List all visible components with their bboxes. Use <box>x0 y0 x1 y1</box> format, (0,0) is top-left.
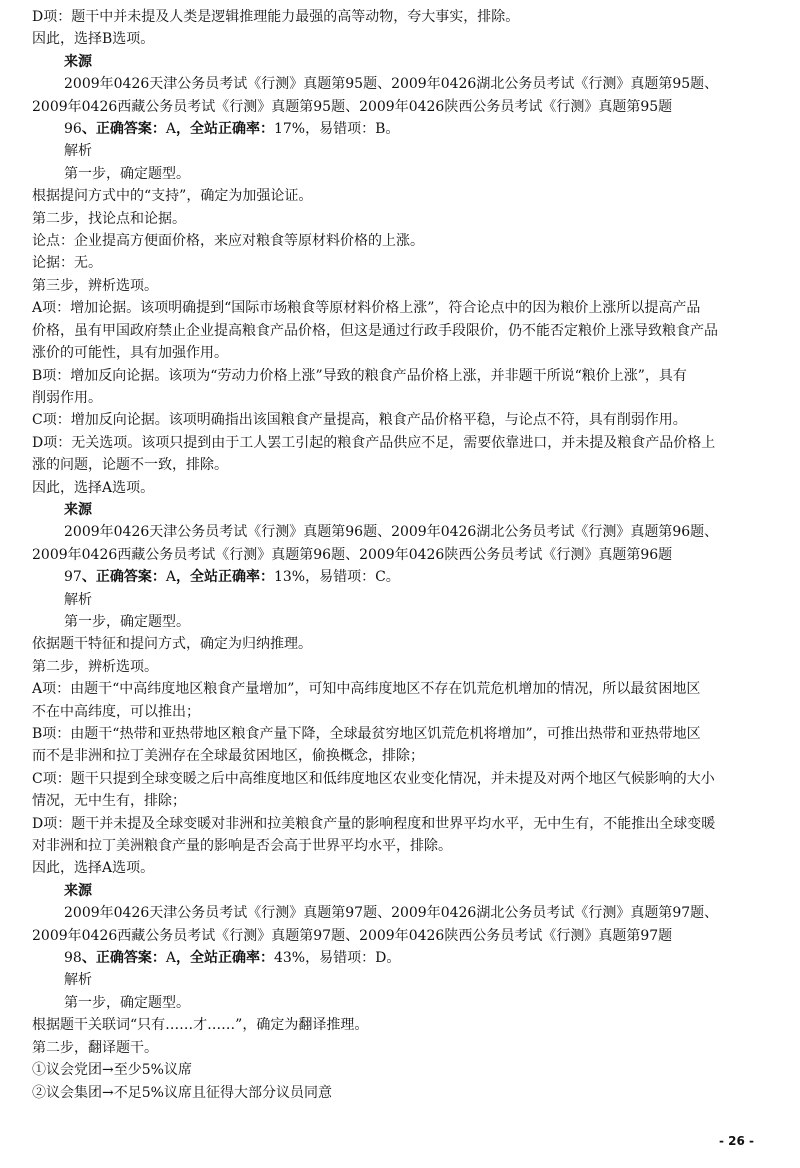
accuracy-value: 17% <box>273 121 306 138</box>
source-heading: 来源 <box>64 53 92 70</box>
text-line: D项：题干并未提及全球变暖对非洲和拉美粮食产量的影响程度和世界平均水平，无中生有，不能推出全球变暖 <box>32 815 716 832</box>
text-line: 对非洲和拉丁美洲粮食产量的影响是否会高于世界平均水平，排除。 <box>32 838 452 855</box>
document-body <box>32 6 782 1104</box>
indented-line: 第一步，确定题型。 <box>64 613 190 630</box>
text-line: D项：题干中并未提及人类是逻辑推理能力最强的高等动物，夸大事实，排除。 <box>32 9 520 25</box>
question-number: 98 <box>64 950 82 967</box>
text-line: B项：增加反向论据。该项为“劳动力价格上涨”导致的粮食产品价格上涨，并非题干所说“粮价上涨”，具有 <box>32 367 687 384</box>
text-line: 依据题干特征和提问方式，确定为归纳推理。 <box>32 636 312 653</box>
text-line: 削弱作用。 <box>32 389 102 406</box>
text-line: ②议会集团→不足5%议席且征得大部分议员同意 <box>32 1084 332 1101</box>
end-punct: 。 <box>385 121 400 138</box>
question-number: 97 <box>64 569 82 586</box>
text-line: C项：题干只提到全球变暖之后中高维度地区和低纬度地区农业变化情况，并未提及对两个地区气候影响的大小 <box>32 770 715 787</box>
indented-line: 第一步，确定题型。 <box>64 165 190 182</box>
accuracy-label: ，全站正确率： <box>175 121 274 138</box>
accuracy-label: ，全站正确率： <box>175 569 274 586</box>
indented-line: 2009年0426天津公务员考试《行测》真题第95题、2009年0426湖北公务员考试《行测》真题第95题、 <box>64 76 719 93</box>
text-line: 因此，选择B选项。 <box>32 31 155 48</box>
text-line: 因此，选择A选项。 <box>32 479 155 496</box>
question-answer-line <box>32 118 782 140</box>
source-heading: 来源 <box>64 501 92 518</box>
accuracy-value: 43% <box>273 950 306 967</box>
text-line: 根据提问方式中的“支持”，确定为加强论证。 <box>32 188 313 205</box>
error-label: ，易错项： <box>305 569 376 586</box>
indented-line: 解析 <box>64 972 92 989</box>
text-line: 2009年0426西藏公务员考试《行测》真题第97题、2009年0426陕西公务员考试《行测》真题第97题 <box>32 927 673 944</box>
error-value: B <box>375 121 386 138</box>
indented-line: 解析 <box>64 591 92 608</box>
accuracy-value: 13% <box>273 569 306 586</box>
text-line: 第二步，翻译题干。 <box>32 1039 158 1056</box>
answer-label: 、正确答案： <box>81 569 166 586</box>
text-line: 论点：企业提高方便面价格，来应对粮食等原材料价格的上涨。 <box>32 233 424 250</box>
text-line: 因此，选择A选项。 <box>32 860 155 877</box>
text-line: 涨的问题，论题不一致，排除。 <box>32 457 228 474</box>
indented-line: 2009年0426天津公务员考试《行测》真题第97题、2009年0426湖北公务员考试《行测》真题第97题、 <box>64 905 719 922</box>
error-label: ，易错项： <box>305 950 376 967</box>
text-line: 第二步，辨析选项。 <box>32 658 158 675</box>
indented-line: 2009年0426天津公务员考试《行测》真题第96题、2009年0426湖北公务员考试《行测》真题第96题、 <box>64 524 719 541</box>
text-line: A项：增加论据。该项明确提到“国际市场粮食等原材料价格上涨”，符合论点中的因为粮价上涨所以提高产品 <box>32 300 701 317</box>
answer-value: A <box>165 569 176 586</box>
question-answer-line <box>32 947 782 969</box>
question-number: 96 <box>64 121 82 138</box>
text-line: B项：由题干“热带和亚热带地区粮食产量下降，全球最贫穷地区饥荒危机将增加”，可推出热带和亚热带地区 <box>32 726 701 742</box>
text-line: 2009年0426西藏公务员考试《行测》真题第95题、2009年0426陕西公务员考试《行测》真题第95题 <box>32 98 673 115</box>
text-line: D项：无关选项。该项只提到由于工人罢工引起的粮食产品供应不足，需要依靠进口，并未提及粮食产品价格上 <box>32 434 716 451</box>
answer-value: A <box>165 950 176 967</box>
indented-line: 第一步，确定题型。 <box>64 994 190 1011</box>
text-line: C项：增加反向论据。该项明确指出该国粮食产量提高，粮食产品价格平稳，与论点不符，具有削弱作用。 <box>32 412 687 429</box>
error-label: ，易错项： <box>305 121 376 138</box>
text-line: 涨价的可能性，具有加强作用。 <box>32 345 228 362</box>
error-value: C <box>375 569 386 586</box>
text-line: 第二步，找论点和论据。 <box>32 210 186 227</box>
text-line: 论据：无。 <box>32 255 102 272</box>
answer-label: 、正确答案： <box>81 950 166 967</box>
text-line: 不在中高纬度，可以推出； <box>32 703 200 720</box>
answer-label: 、正确答案： <box>81 121 166 138</box>
source-heading: 来源 <box>64 882 92 899</box>
text-line: 根据题干关联词“只有……才……”，确定为翻译推理。 <box>32 1017 369 1034</box>
indented-line: 解析 <box>64 143 92 160</box>
text-line: 2009年0426西藏公务员考试《行测》真题第96题、2009年0426陕西公务员考试《行测》真题第96题 <box>32 546 673 563</box>
error-value: D <box>375 950 387 967</box>
answer-value: A <box>165 121 176 138</box>
text-line: 第三步，辨析选项。 <box>32 277 158 294</box>
text-line: ①议会党团→至少5%议席 <box>32 1062 192 1079</box>
text-line: 价格，虽有甲国政府禁止企业提高粮食产品价格，但这是通过行政手段限价，仍不能否定粮价上涨导致粮食产品 <box>32 322 718 339</box>
end-punct: 。 <box>386 950 401 967</box>
text-line: 情况，无中生有，排除； <box>32 793 186 810</box>
text-line: 而不是非洲和拉丁美洲存在全球最贫困地区，偷换概念，排除； <box>32 748 424 765</box>
end-punct: 。 <box>385 569 400 586</box>
page-number: - 26 - <box>718 1134 754 1148</box>
accuracy-label: ，全站正确率： <box>175 950 274 967</box>
question-answer-line <box>32 566 782 588</box>
text-line: A项：由题干“中高纬度地区粮食产量增加”，可知中高纬度地区不存在饥荒危机增加的情况，所以最贫困地区 <box>32 681 701 698</box>
